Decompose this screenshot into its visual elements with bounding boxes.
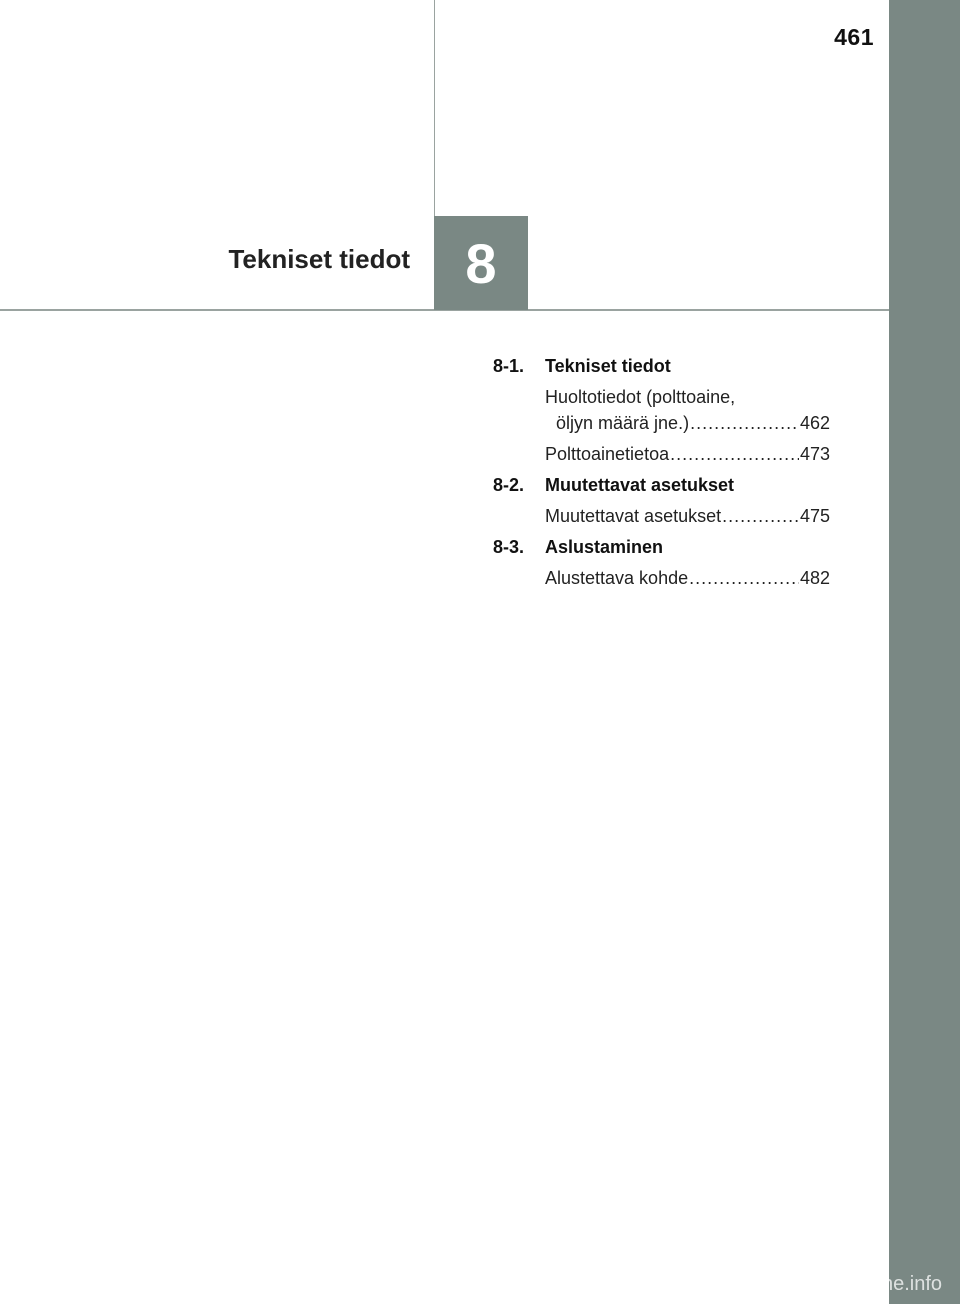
table-of-contents <box>493 353 830 596</box>
toc-section-8-2 <box>493 472 830 529</box>
side-tab-strip <box>889 0 960 1304</box>
dot-leader <box>690 410 799 436</box>
section-number: 8-2. <box>493 475 525 495</box>
dot-leader <box>670 441 799 467</box>
entry-page: 482 <box>799 568 830 588</box>
toc-entry-huoltotiedot[interactable] <box>545 384 830 436</box>
chapter-number-box <box>434 216 528 310</box>
page-number: 461 <box>834 24 874 50</box>
toc-entry-polttoainetietoa[interactable] <box>545 441 830 467</box>
dot-leader <box>722 503 799 529</box>
toc-section-8-3 <box>493 534 830 591</box>
watermark: carmanualsonline.info <box>747 1273 942 1295</box>
entry-text: Polttoainetietoa <box>545 444 670 464</box>
section-heading[interactable] <box>493 353 830 379</box>
section-heading[interactable] <box>493 472 830 498</box>
entry-page: 475 <box>799 506 830 526</box>
toc-section-8-1 <box>493 353 830 467</box>
entry-page: 473 <box>799 444 830 464</box>
section-number: 8-3. <box>493 537 525 557</box>
toc-entry-alustettava-kohde[interactable] <box>545 565 830 591</box>
toc-entry-muutettavat-asetukset[interactable] <box>545 503 830 529</box>
section-title: Aslustaminen <box>545 537 664 557</box>
dot-leader <box>689 565 799 591</box>
entry-page: 462 <box>799 413 830 433</box>
section-number: 8-1. <box>493 356 525 376</box>
entry-text: Huoltotiedot (polttoaine, <box>545 387 736 407</box>
section-title: Tekniset tiedot <box>545 356 671 376</box>
section-heading[interactable] <box>493 534 830 560</box>
entry-text: Alustettava kohde <box>545 568 689 588</box>
chapter-number: 8 <box>465 231 497 295</box>
vertical-rule <box>434 0 435 216</box>
section-title: Muutettavat asetukset <box>545 475 735 495</box>
entry-text: Muutettavat asetukset <box>545 506 722 526</box>
chapter-title: Tekniset tiedot <box>228 244 410 274</box>
entry-text-continued: öljyn määrä jne.) <box>556 413 690 433</box>
